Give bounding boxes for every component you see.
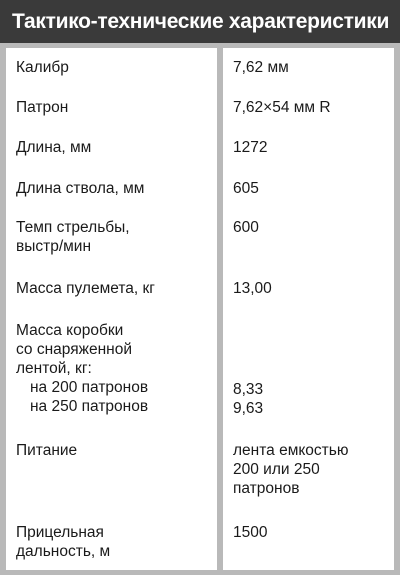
table-row [0, 426, 400, 518]
param-box-weight-200: на 200 патронов [30, 379, 149, 396]
table-title: Тактико-технические характеристики [0, 0, 400, 43]
value-barrel-length: 605 [223, 169, 394, 208]
value-mg-weight: 13,00 [223, 269, 394, 311]
value-sight-range: 1500 [223, 513, 394, 570]
value-box-weight-250: 9,63 [233, 400, 264, 417]
param-mg-weight: Масса пулемета, кг [6, 269, 217, 311]
param-box-weight-250: на 250 патронов [30, 398, 149, 415]
value-rate-of-fire: 600 [223, 208, 394, 269]
value-caliber: 7,62 мм [223, 48, 394, 88]
param-barrel-length: Длина ствола, мм [6, 169, 217, 208]
value-cartridge: 7,62×54 мм R [223, 88, 394, 128]
value-length: 1272 [223, 128, 394, 169]
param-caliber: Калибр [6, 48, 217, 88]
param-cartridge: Патрон [6, 88, 217, 128]
param-box-weight [6, 311, 217, 431]
table-row [0, 306, 400, 436]
param-feed: Питание [6, 431, 217, 513]
table-row [0, 508, 400, 575]
param-sight-range: Прицельная дальность, м [6, 513, 217, 570]
value-feed: лента емкостью 200 или 250 патронов [223, 431, 394, 513]
param-rate-of-fire: Темп стрельбы, выстр/мин [6, 208, 217, 269]
param-length: Длина, мм [6, 128, 217, 169]
param-box-weight-label: Масса коробки со снаряженной лентой, кг: [16, 322, 133, 377]
value-box-weight [223, 311, 394, 431]
value-box-weight-200: 8,33 [233, 381, 264, 398]
